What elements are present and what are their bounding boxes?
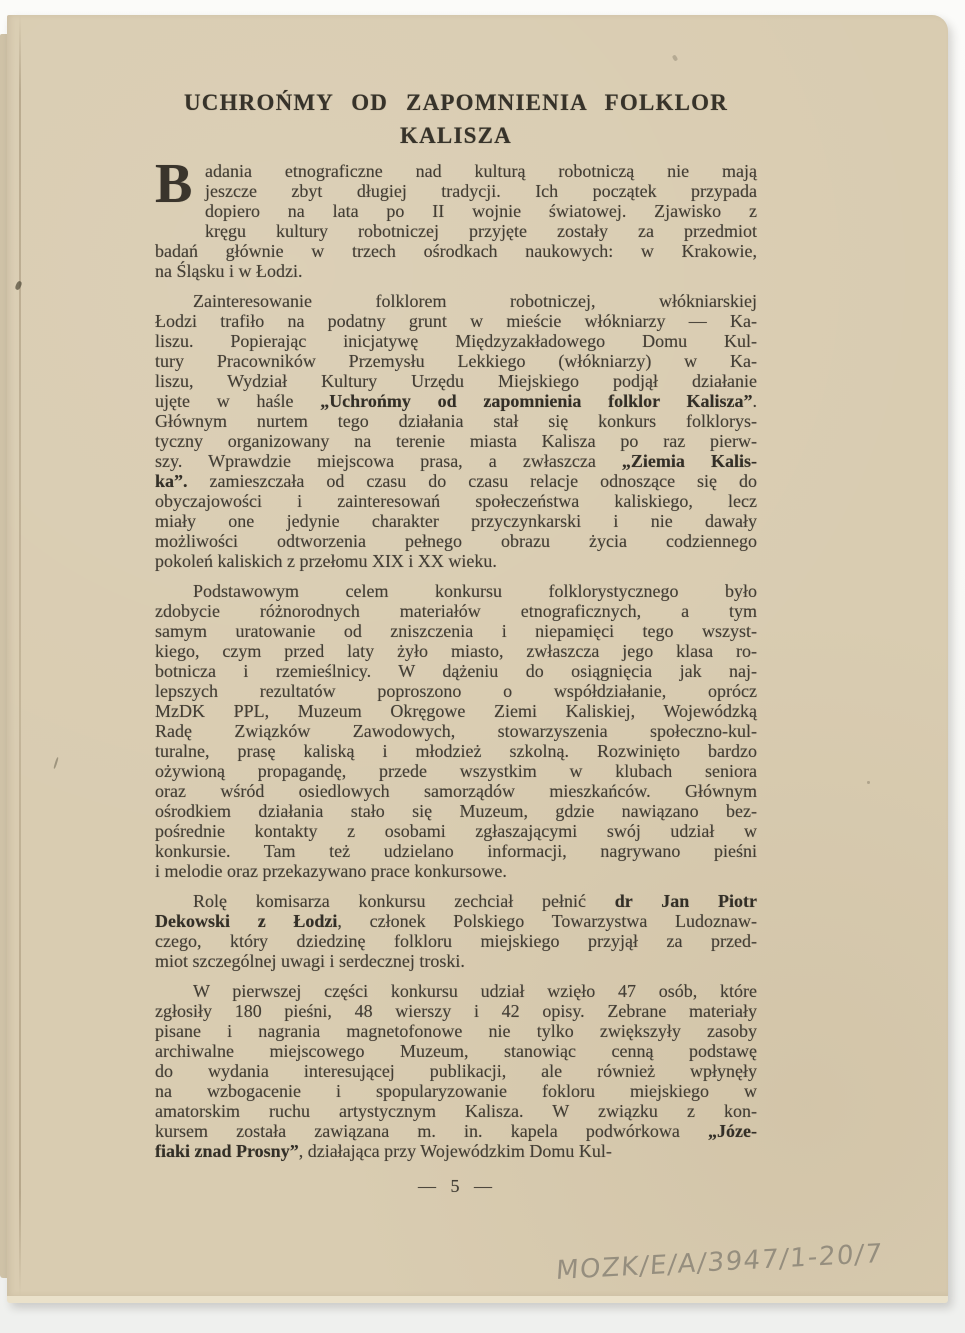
paragraph-lines [155,581,757,881]
text-line: Podstawowym celem konkursu folklorystycznego było [193,581,757,601]
text-block [155,86,757,1196]
text-line: na wzbogacenie i spopularyzowanie fokloru miejskiego w [155,1081,757,1101]
text-line: na Śląsku i w Łodzi. [155,261,303,281]
paragraph-lines [155,891,757,971]
text-line: szy. Wprawdzie miejscowa prasa, a zwłaszcza „Ziemia Kalis- [155,451,757,471]
text-line: ośrodkiem działania stało się Muzeum, gdzie nawiązano bez- [155,801,757,821]
text-line: Łodzi trafiło na podatny grunt w mieście włókniarzy — Ka- [155,311,757,331]
text-line: W pierwszej części konkursu udział wzięło 47 osób, które [193,981,757,1001]
page-title [155,86,757,152]
text-line: turalne, prasę kaliską i młodzież szkolną. Rozwinięto bardzo [155,741,757,761]
text-line: tyczny organizowany na terenie miasta Kalisza po raz pierw- [155,431,757,451]
paper-speck [14,280,22,290]
text-line: konkursie. Tam też udzielano informacji, nagrywano pieśni [155,841,757,861]
document-page [7,15,948,1303]
text-line: kręgu kultury robotniczej przyjęte zostały za przedmiot [205,221,757,241]
text-line: archiwalne miejscowego Muzeum, stanowiąc cenną podstawę [155,1041,757,1061]
handwritten-catalog-number: MOZK/E/A/3947/1-20/7 [554,1238,885,1287]
text-line: ujęte w haśle „Uchrońmy od zapomnienia folklor Kalisza”. [155,391,757,411]
text-line: zdobycie różnorodnych materiałów etnograficznych, a tym [155,601,757,621]
text-line: ożywioną propagandę, przede wszystkim w klubach seniora [155,761,757,781]
text-line: jeszcze zbyt długiej tradycji. Ich początek przypada [205,181,757,201]
text-line: zgłosiły 180 pieśni, 48 wierszy i 42 opisy. Zebrane materiały [155,1001,757,1021]
text-line: możliwości odtworzenia pełnego obrazu życia codziennego [155,531,757,551]
page-number: — 5 — [418,1176,494,1196]
text-line: liszu, Wydział Kultury Urzędu Miejskiego podjął działanie [155,371,757,391]
text-line: amatorskim ruchu artystycznym Kalisza. W związku z kon- [155,1101,757,1121]
text-line: lepszych rezultatów poproszono o współdziałanie, oprócz [155,681,757,701]
text-line: MzDK PPL, Muzeum Okręgowe Ziemi Kaliskiej, Wojewódzką [155,701,757,721]
text-line: Zainteresowanie folklorem robotniczej, włókniarskiej [193,291,757,311]
text-line: Głównym nurtem tego działania stał się konkurs folklorys- [155,411,757,431]
text-line: tury Pracowników Przemysłu Lekkiego (włókniarzy) w Ka- [155,351,757,371]
text-line: Dekowski z Łodzi, członek Polskiego Towarzystwa Ludoznaw- [155,911,757,931]
text-line: pośrednie kontakty z osobami zgłaszającymi swój udział w [155,821,757,841]
text-line: miały one jedynie charakter przyczynkarski i nie dawały [155,511,757,531]
text-line: kiego, czym przed laty żyło miasto, zwłaszcza jego klasa ro- [155,641,757,661]
paragraph [155,291,757,571]
text-line: czego, który dziedzinę folkloru miejskiego przyjął za przed- [155,931,757,951]
drop-cap: B [155,153,193,215]
text-line: Rolę komisarza konkursu zechciał pełnić dr Jan Piotr [193,891,757,911]
text-line: obyczajowości i zainteresowań społeczeństwa kaliskiego, lecz [155,491,757,511]
paragraph-lines [155,153,757,281]
paragraph [155,891,757,971]
text-line: i melodie oraz przekazywano prace konkursowe. [155,861,507,881]
text-line: pisane i nagrania magnetofonowe nie tylko zwiększyły zasoby [155,1021,757,1041]
text-line: badań głównie w trzech ośrodkach naukowych: w Krakowie, [155,241,757,261]
paper-speck [53,757,59,769]
paragraph-lines [155,981,757,1161]
paragraph [155,581,757,881]
text-line: Radę Związków Zawodowych, stowarzyszenia społeczno-kul- [155,721,757,741]
text-line: samym uratowanie od zniszczenia i niepamięci tego wszyst- [155,621,757,641]
text-line: fiaki znad Prosny”, działająca przy Wojewódzkim Domu Kul- [155,1141,612,1161]
text-line: pokoleń kaliskich z przełomu XIX i XX wieku. [155,551,497,571]
text-line: kursem została zawiązana m. in. kapela podwórkowa „Józe- [155,1121,757,1141]
page-title-line1: UCHROŃMY OD ZAPOMNIENIA FOLKLOR [183,90,729,115]
text-line: dopiero na lata po II wojnie światowej. Zjawisko z [205,201,757,221]
text-line: liszu. Popierając inicjatywę Międzyzakładowego Domu Kul- [155,331,757,351]
text-line: oraz wśród osiedlowych samorządów mieszkańców. Głównym [155,781,757,801]
page-crease [19,15,21,1296]
paper-speck [867,781,870,784]
text-line: miot szczególnej uwagi i serdecznej troski. [155,951,465,971]
page-title-line2: KALISZA [400,123,512,148]
text-line: do wydania interesującej publikacji, ale również wpłynęły [155,1061,757,1081]
paragraph-lines [155,291,757,571]
text-line: ka”. zamieszczała od czasu do czasu relacje odnoszące się do [155,471,757,491]
paragraph [155,981,757,1161]
paragraph [155,153,757,281]
text-line: botnicza i rzemieślnicy. W dążeniu do osiągnięcia jak naj- [155,661,757,681]
text-line: adania etnograficzne nad kulturą robotniczą nie mają [205,161,757,181]
paper-speck [672,54,678,61]
